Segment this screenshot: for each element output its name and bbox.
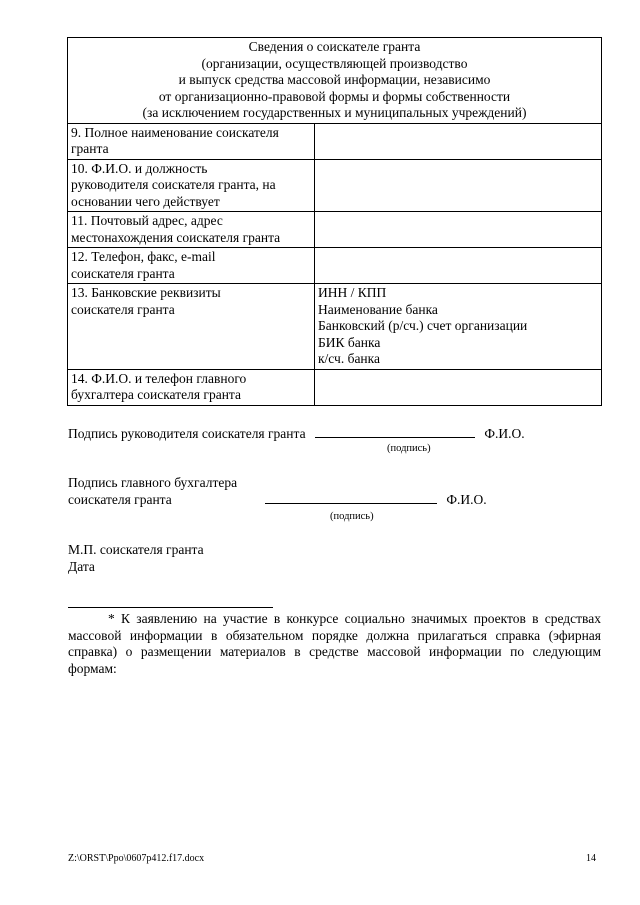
stamp-label: М.П. соискателя гранта: [68, 542, 204, 557]
row-label: [68, 212, 315, 248]
table-row: [68, 123, 602, 159]
label-line: 12. Телефон, факс, e-mail: [71, 249, 216, 264]
bank-detail-line: к/сч. банка: [318, 351, 381, 366]
header-line: и выпуск средства массовой информации, независимо: [178, 72, 491, 87]
label-line: 13. Банковские реквизиты: [71, 285, 221, 300]
applicant-info-table: [67, 37, 602, 406]
row-value-cell: [315, 123, 602, 159]
accountant-signature-field: [265, 493, 437, 504]
label-line: гранта: [71, 141, 109, 156]
label-line: основании чего действует: [71, 193, 220, 209]
accountant-signature-label-1: Подпись главного бухгалтера: [68, 475, 238, 490]
accountant-signature-label-2: соискателя гранта: [68, 492, 172, 507]
bank-detail-line: Банковский (р/сч.) счет организации: [318, 318, 528, 333]
row-value-cell: [315, 248, 602, 284]
row-label: [68, 284, 315, 370]
footer-file-path: Z:\ORST\Ppo\0607p412.f17.docx: [68, 853, 205, 864]
row-value-cell: [315, 284, 602, 370]
header-line: (за исключением государственных и муниципальных учреждений): [142, 105, 527, 120]
accountant-signature-line: [68, 492, 172, 508]
table-row: [68, 159, 602, 212]
table-row: [68, 248, 602, 284]
table-row: [68, 369, 602, 405]
label-line: соискателя гранта: [71, 301, 175, 317]
row-label: [68, 248, 315, 284]
accountant-fio-label: Ф.И.О.: [446, 492, 487, 507]
label-line: 9. Полное наименование соискателя: [71, 124, 279, 140]
accountant-signature-field-group: [265, 492, 487, 508]
table-header-row: [68, 38, 602, 124]
label-line: бухгалтера соискателя гранта: [71, 387, 241, 402]
head-signature-caption: (подпись): [387, 443, 431, 454]
label-line: руководителя соискателя гранта, на: [71, 177, 276, 192]
label-line: соискателя гранта: [71, 265, 175, 281]
head-signature-field: [315, 427, 475, 438]
row-value-cell: [315, 369, 602, 405]
row-label: [68, 159, 315, 212]
row-value-cell: [315, 159, 602, 212]
label-line: местонахождения соискателя гранта: [71, 229, 281, 245]
bank-detail-line: ИНН / КПП: [318, 285, 387, 300]
row-value-cell: [315, 212, 602, 248]
date-label: Дата: [68, 559, 95, 574]
header-line: Сведения о соискателе гранта: [248, 39, 421, 54]
table-row: [68, 284, 602, 370]
head-signature-line: [68, 426, 525, 442]
label-line: 14. Ф.И.О. и телефон главного: [71, 370, 247, 386]
accountant-signature-caption: (подпись): [330, 511, 374, 522]
footnote-text: * К заявлению на участие в конкурсе социально значимых проектов в средствах массовой информации в обязательном порядке должна прилагаться справка (эфирная справка) о размещении материалов в средстве массовой информации по следующим формам:: [68, 611, 601, 676]
table-row: [68, 212, 602, 248]
head-fio-label: Ф.И.О.: [484, 426, 525, 441]
bank-detail-line: Наименование банка: [318, 301, 438, 317]
table-header-cell: [68, 38, 602, 124]
label-line: 10. Ф.И.О. и должность: [71, 160, 208, 176]
footnote-separator: [68, 607, 273, 608]
footer-page-number: 14: [586, 853, 596, 864]
row-label: [68, 369, 315, 405]
label-line: 11. Почтовый адрес, адрес: [71, 213, 223, 228]
header-line: от организационно-правовой формы и формы собственности: [158, 88, 511, 104]
head-signature-label: Подпись руководителя соискателя гранта: [68, 426, 306, 441]
header-line: (организации, осуществляющей производство: [201, 55, 468, 71]
row-label: [68, 123, 315, 159]
bank-detail-line: БИК банка: [318, 334, 381, 350]
